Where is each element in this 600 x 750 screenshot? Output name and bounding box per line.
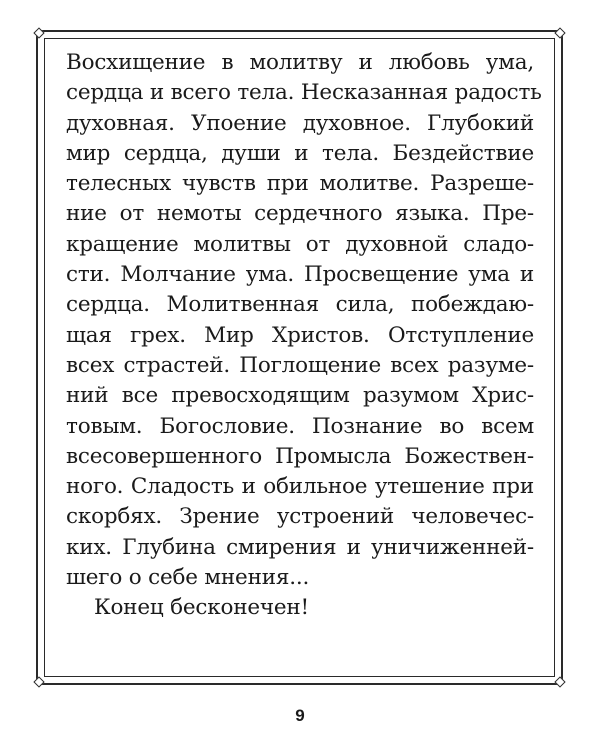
text-line: сердца и всего тела. Несказанная радость — [66, 80, 542, 106]
body-text — [66, 48, 542, 624]
text-line: кращение молитвы от духовной сладо- — [66, 231, 534, 257]
frame-corner-ornament — [32, 26, 46, 40]
text-line: шего о себе мнения... — [66, 565, 310, 591]
text-line: скорбях. Зрение устроений человечес- — [66, 504, 534, 530]
closing-line: Конец бесконечен! — [94, 595, 309, 621]
frame-corner-ornament — [32, 675, 46, 689]
frame-corner-ornament — [553, 26, 567, 40]
text-line: всех страстей. Поглощение всех разуме- — [66, 352, 534, 378]
text-line: сердца. Молитвенная сила, побеждаю- — [66, 292, 534, 318]
text-line: товым. Богословие. Познание во всем — [66, 413, 534, 439]
text-line: сти. Молчание ума. Просвещение ума и — [66, 262, 534, 288]
text-line: духовная. Упоение духовное. Глубокий — [66, 110, 534, 136]
text-line: щая грех. Мир Христов. Отступление — [66, 322, 534, 348]
text-line: Восхищение в молитву и любовь ума, — [66, 50, 534, 75]
text-line: ний все превосходящим разумом Хрис- — [66, 383, 534, 409]
text-line: мир сердца, души и тела. Бездействие — [66, 140, 534, 166]
text-line: ние от немоты сердечного языка. Пре- — [66, 201, 534, 227]
text-line: всесовершенного Промысла Божествен- — [66, 443, 534, 469]
frame-corner-ornament — [553, 675, 567, 689]
page-number: 9 — [295, 706, 305, 725]
text-line: телесных чувств при молитве. Разреше- — [66, 171, 534, 197]
text-line: ного. Сладость и обильное утешение при — [66, 474, 534, 500]
text-line: ких. Глубина смирения и уничиженней- — [66, 534, 534, 560]
